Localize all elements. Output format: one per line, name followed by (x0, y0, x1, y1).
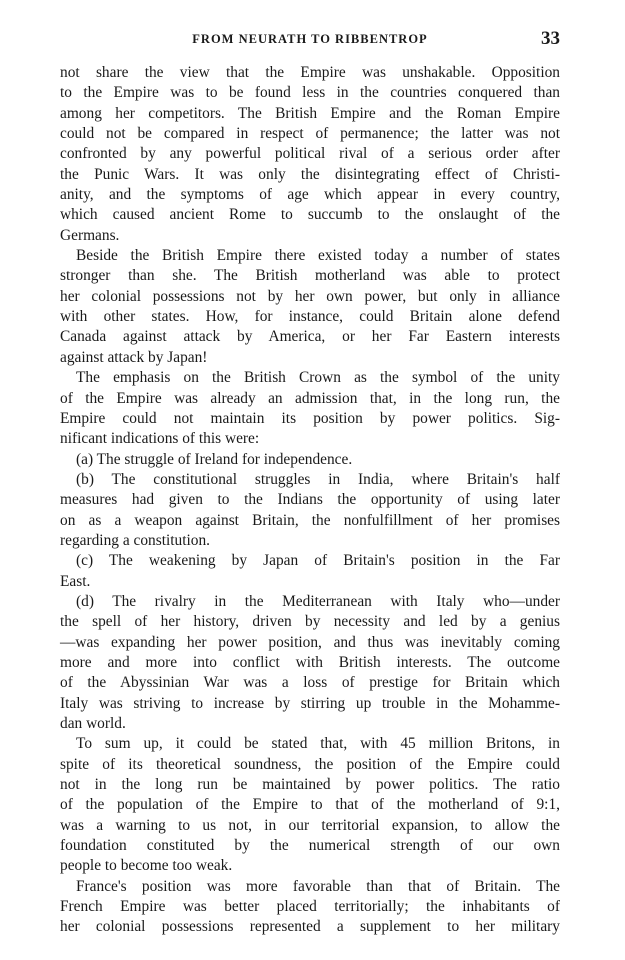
text-line: (c) The weakening by Japan of Britain's position in the Far (76, 552, 560, 570)
text-line: against attack by Japan! (60, 348, 208, 366)
text-line: Germans. (60, 226, 120, 244)
text-line: Italy was striving to increase by stirring up trouble in the Mohamme- (60, 694, 560, 712)
text-line: her colonial possessions represented a supplement to her military (60, 918, 560, 936)
text-line: (a) The struggle of Ireland for independence. (76, 450, 353, 468)
text-line: the spell of her history, driven by necessity and led by a genius (60, 613, 560, 631)
text-line: dan world. (60, 715, 126, 732)
text-line: To sum up, it could be stated that, with 45 million Britons, in (76, 735, 560, 753)
text-line: on as a weapon against Britain, the nonfulfillment of her promises (60, 511, 560, 529)
text-line: (d) The rivalry in the Mediterranean with Italy who—under (76, 592, 560, 610)
text-line: among her competitors. The British Empire and the Roman Empire (60, 104, 560, 122)
body-text (60, 63, 560, 938)
text-line: East. (60, 572, 91, 590)
text-line: measures had given to the Indians the opportunity of using later (60, 491, 560, 509)
running-head (60, 28, 560, 52)
text-line: the Punic Wars. It was only the disintegrating effect of Christi- (60, 165, 560, 183)
text-line: not in the long run be maintained by power politics. The ratio (60, 776, 560, 794)
text-line: not share the view that the Empire was unshakable. Opposition (60, 64, 560, 81)
text-line: spite of its theoretical soundness, the position of the Empire could (60, 755, 560, 773)
text-line: stronger than she. The British motherland was able to protect (60, 267, 560, 285)
text-line: people to become too weak. (60, 857, 233, 875)
text-line: to the Empire was to be found less in the countries conquered than (60, 84, 560, 102)
text-line: The emphasis on the British Crown as the symbol of the unity (76, 369, 560, 387)
text-line: —was expanding her power position, and thus was inevitably coming (60, 633, 560, 651)
text-line: confronted by any powerful political rival of a serious order after (60, 145, 560, 163)
text-line: anity, and the symptoms of age which appear in every country, (60, 186, 560, 204)
text-line: France's position was more favorable than that of Britain. The (76, 877, 560, 895)
text-line: of the population of the Empire to that of the motherland of 9:1, (60, 796, 560, 814)
text-line: was a warning to us not, in our territorial expansion, to allow the (60, 816, 560, 834)
text-line: (b) The constitutional struggles in India, where Britain's half (76, 470, 560, 488)
text-line: of the Abyssinian War was a loss of prestige for Britain which (60, 674, 560, 692)
text-line: regarding a constitution. (60, 531, 211, 549)
text-line: foundation constituted by the numerical strength of our own (60, 837, 560, 855)
text-line: French Empire was better placed territorially; the inhabitants of (60, 898, 560, 916)
text-line: more and more into conflict with British interests. The outcome (60, 653, 560, 671)
text-line: could not be compared in respect of permanence; the latter was not (60, 125, 560, 143)
text-line: with other states. How, for instance, could Britain alone defend (60, 308, 560, 326)
running-title: FROM NEURATH TO RIBBENTROP (192, 32, 428, 46)
page-number: 33 (541, 28, 560, 49)
text-line: Beside the British Empire there existed today a number of states (76, 247, 560, 265)
text-line: nificant indications of this were: (60, 430, 260, 448)
text-line: which caused ancient Rome to succumb to the onslaught of the (60, 206, 560, 224)
text-line: her colonial possessions not by her own power, but only in alliance (60, 287, 560, 305)
text-line: of the Empire was already an admission that, in the long run, the (60, 389, 560, 407)
text-line: Empire could not maintain its position by power politics. Sig- (60, 409, 560, 427)
text-line: Canada against attack by America, or her Far Eastern interests (60, 328, 560, 346)
